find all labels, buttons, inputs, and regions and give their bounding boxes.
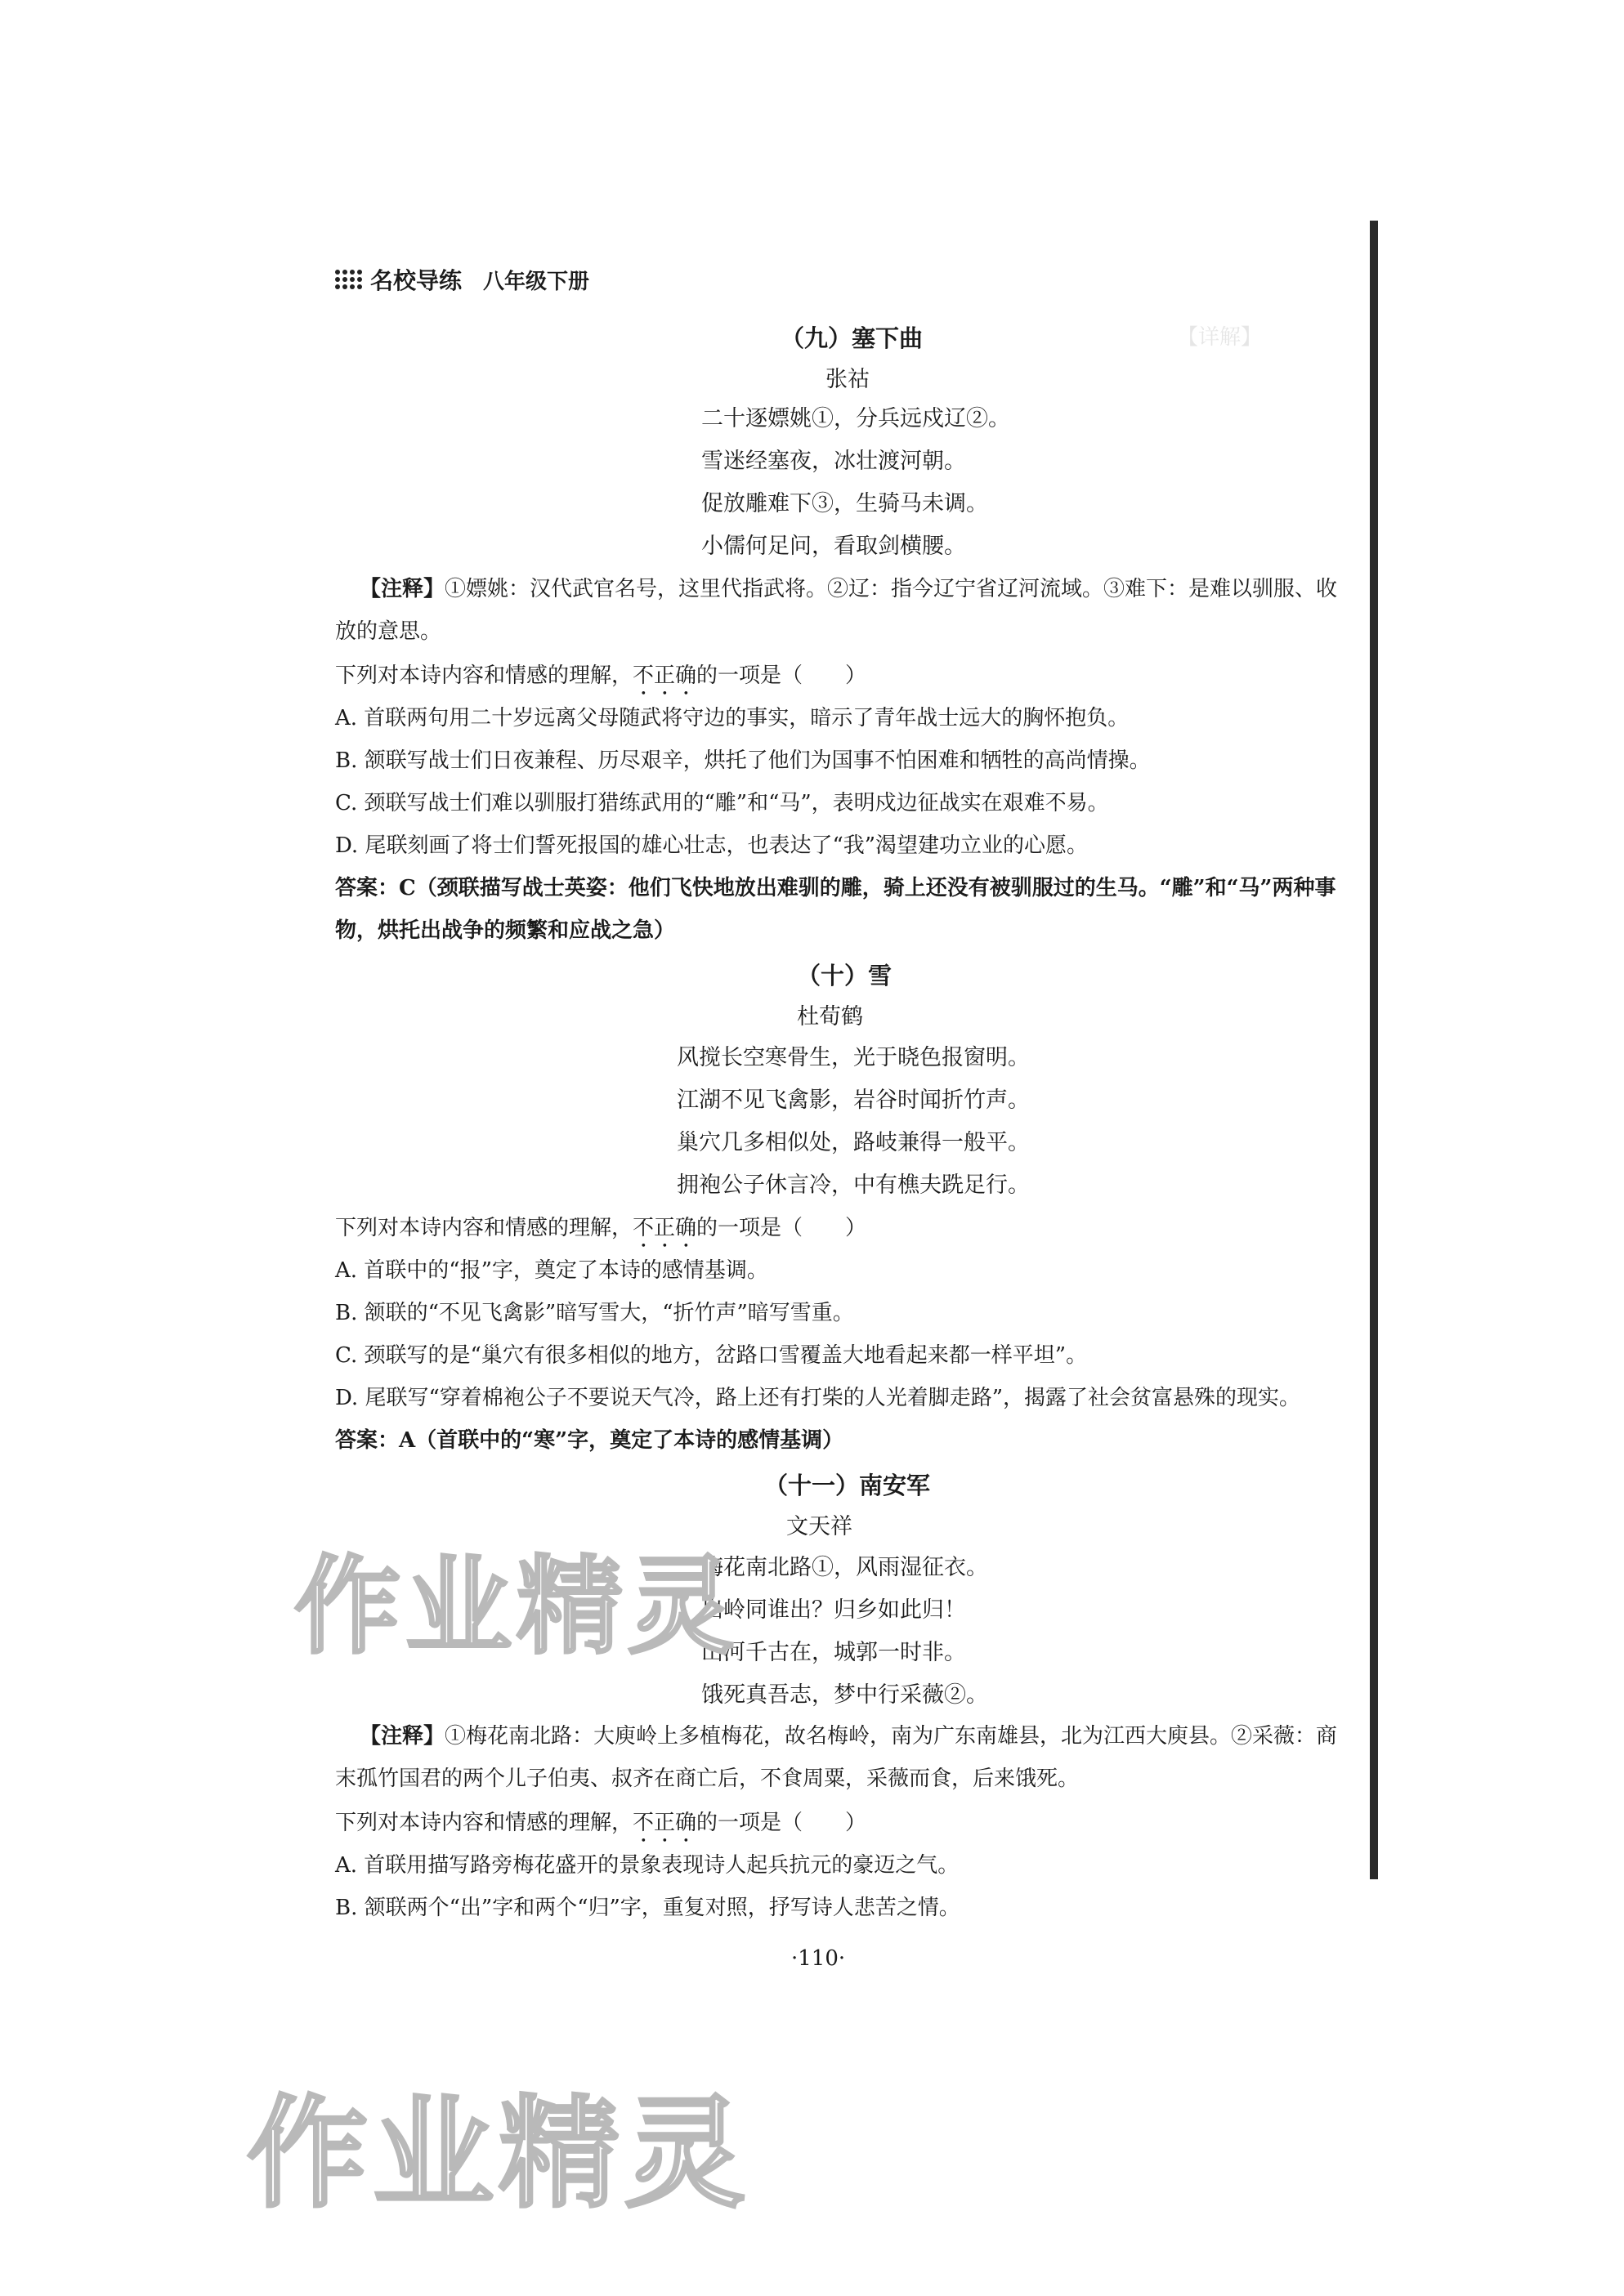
page-number: ·110·: [791, 1946, 846, 1971]
emphasis-text: 不正确: [633, 1216, 697, 1240]
poem-line: 出岭同谁出？归乡如此归！: [701, 1597, 966, 1623]
question-stem: 下列对本诗内容和情感的理解，不正确的一项是（ ）: [335, 663, 867, 688]
question-stem: 下列对本诗内容和情感的理解，不正确的一项是（ ）: [335, 1216, 867, 1240]
option-d: D. 尾联刻画了将士们誓死报国的雄心壮志，也表达了“我”渴望建功立业的心愿。: [335, 833, 1089, 858]
scan-edge-bar: [1370, 221, 1378, 1879]
note-text: ①嫖姚：汉代武官名号，这里代指武将。②辽：指今辽宁省辽河流域。③难下：是难以驯服、收: [445, 577, 1338, 601]
watermark-logo: 作业精灵: [294, 1544, 740, 1668]
emphasis-text: 不正确: [633, 663, 697, 688]
poem-author: 杜荀鹤: [797, 1004, 863, 1030]
note-text: ①梅花南北路：大庾岭上多植梅花，故名梅岭，南为广东南雄县，北为江西大庾县。②采薇：商: [445, 1724, 1338, 1749]
option-a: A. 首联两句用二十岁远离父母随武将守边的事实，暗示了青年战士远大的胸怀抱负。: [335, 706, 1130, 730]
poem-line: 风搅长空寒骨生，光于晓色报窗明。: [677, 1045, 1030, 1070]
brand-title: 名校导练: [370, 267, 463, 294]
option-a: A. 首联中的“报”字，奠定了本诗的感情基调。: [335, 1258, 768, 1283]
grade-label: 八年级下册: [483, 269, 590, 294]
bleed-through-text: 【详解】: [1177, 325, 1263, 350]
emphasis-text: 不正确: [633, 1811, 697, 1835]
header-dots-icon: [335, 270, 362, 289]
note-text: 放的意思。: [335, 619, 442, 644]
poem-line: 拥袍公子休言冷，中有樵夫跣足行。: [677, 1173, 1030, 1198]
answer-text: 物，烘托出战争的频繁和应战之急）: [335, 918, 676, 943]
poem-line: 山河千古在，城郭一时非。: [701, 1640, 966, 1665]
poem-title: （九）塞下曲: [781, 324, 924, 352]
poem-title: （十一）南安军: [764, 1472, 931, 1499]
question-stem: 下列对本诗内容和情感的理解，不正确的一项是（ ）: [335, 1811, 867, 1835]
option-c: C. 颈联写战士们难以驯服打猎练武用的“雕”和“马”，表明戍边征战实在艰难不易。: [335, 791, 1109, 815]
poem-line: 饿死真吾志，梦中行采薇②。: [701, 1682, 988, 1708]
poem-line: 巢穴几多相似处，路岐兼得一般平。: [677, 1130, 1030, 1155]
note-label: 【注释】: [360, 1724, 445, 1749]
note-paragraph: [360, 1719, 1337, 1749]
page-header: [335, 263, 589, 296]
poem-line: 促放雕难下③，生骑马未调。: [701, 491, 988, 516]
note-label: 【注释】: [360, 577, 445, 601]
option-b: B. 颔联写战士们日夜兼程、历尽艰辛，烘托了他们为国事不怕困难和牺牲的高尚情操。: [335, 748, 1151, 773]
option-c: C. 颈联写的是“巢穴有很多相似的地方，岔路口雪覆盖大地看起来都一样平坦”。: [335, 1343, 1088, 1368]
watermark-logo: 作业精灵: [247, 2084, 750, 2224]
poem-line: 雪迷经塞夜，冰壮渡河朝。: [701, 449, 966, 474]
poem-author: 文天祥: [786, 1514, 852, 1539]
option-d: D. 尾联写“穿着棉袍公子不要说天气冷，路上还有打柴的人光着脚走路”，揭露了社会贫富悬殊的现实。: [335, 1386, 1301, 1410]
poem-line: 小儒何足问，看取剑横腰。: [701, 534, 966, 559]
poem-author: 张祜: [825, 367, 870, 392]
answer-text: 答案：A（首联中的“寒”字，奠定了本诗的感情基调）: [335, 1428, 844, 1453]
note-text: 末孤竹国君的两个儿子伯夷、叔齐在商亡后，不食周粟，采薇而食，后来饿死。: [335, 1767, 1080, 1791]
option-b: B. 颔联两个“出”字和两个“归”字，重复对照，抒写诗人悲苦之情。: [335, 1896, 960, 1920]
poem-line: 江湖不见飞禽影，岩谷时闻折竹声。: [677, 1088, 1030, 1113]
answer-text: 答案：C（颈联描写战士英姿：他们飞快地放出难驯的雕，骑上还没有被驯服过的生马。“雕”和“马”两种事: [335, 876, 1336, 900]
bleed-through-text: [1177, 363, 1389, 393]
option-b: B. 颔联的“不见飞禽影”暗写雪大，“折竹声”暗写雪重。: [335, 1301, 854, 1325]
note-paragraph: [360, 572, 1337, 602]
poem-title: （十）雪: [797, 962, 893, 989]
option-a: A. 首联用描写路旁梅花盛开的景象表现诗人起兵抗元的豪迈之气。: [335, 1853, 960, 1878]
poem-line: 二十逐嫖姚①，分兵远戍辽②。: [701, 406, 1010, 431]
poem-line: 梅花南北路①，风雨湿征衣。: [701, 1555, 988, 1580]
